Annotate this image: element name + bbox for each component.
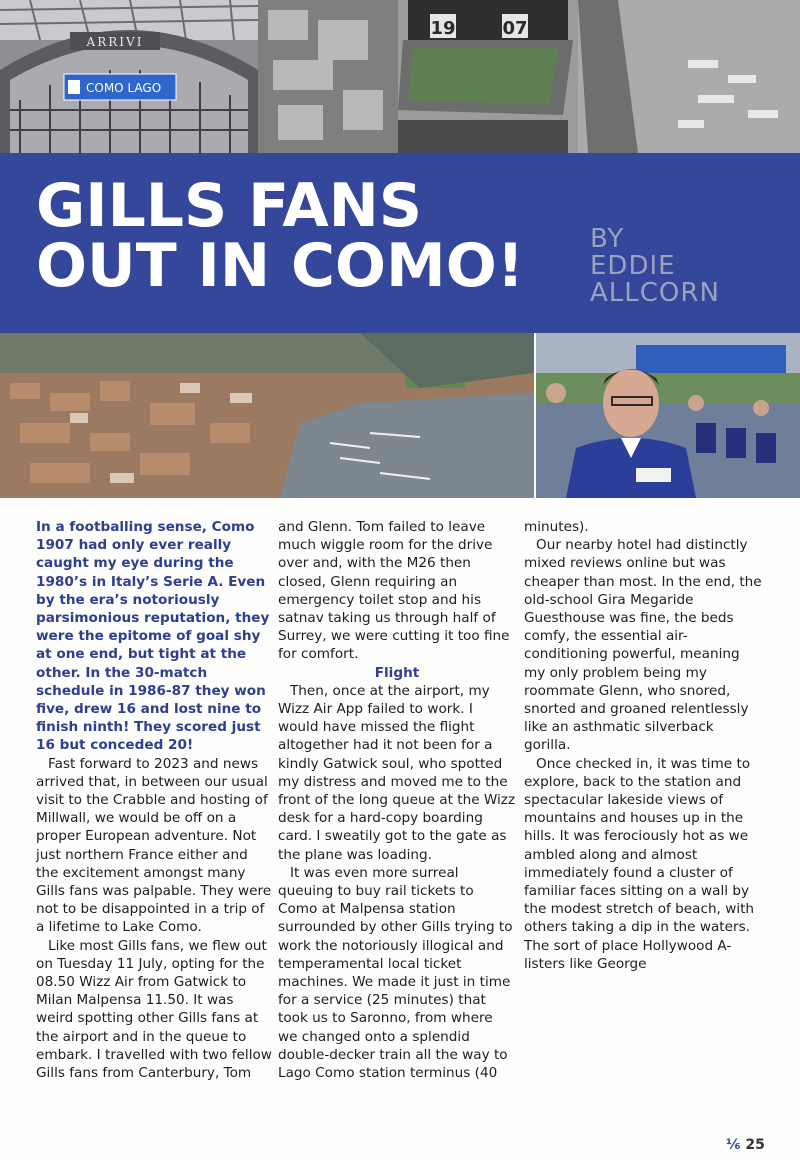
como-aerial-photo [0,333,534,498]
article-paragraph-2-continued: and Glenn. Tom failed to leave much wiggle room for the drive over and, with the M26 then closed, Glenn requiring an emergency toilet stop and his satnav taking us through half of Surrey, we were cutting it too fine for comfort. [278,519,510,663]
article-paragraph-3: Then, once at the airport, my Wizz Air App failed to work. I would have missed the flight altogether had it not been for a kindly Gatwick soul, who spotted my distress and moved me to the front of the long queue at the Wizz desk for a hard-copy boarding card. I sweatily got to the gate as the plane was loading. [278,682,516,863]
article-paragraph-4-continued: minutes). [524,519,589,535]
article-paragraph-1: Fast forward to 2023 and news arrived that, in between our usual visit to the Crabble and hosting of Millwall, we would be off on a proper European adventure. Not just northern France either and the excitement amongst many Gills fans was palpable. They were not to be disappointed in a trip of a lifetime to Lake Como. [36,755,272,936]
article-paragraph-6: Once checked in, it was time to explore, back to the station and spectacular lakeside views of mountains and houses up in the hills. It was ferociously hot as we ambled along and almost immediately found a cluster of familiar faces sitting on a wall by the modest stretch of beach, with others taking a dip in the waters. The sort of place Hollywood A-listers like George [524,755,755,972]
stadium-aerial-photo [258,0,800,153]
article-paragraph-2: Like most Gills fans, we flew out on Tuesday 11 July, opting for the 08.50 Wizz Air from Gatwick to Milan Malpensa 11.50. It was weird spotting other Gills fans at the airport and in the queue to embark. I travelled with two fellow Gills fans from Canterbury, Tom [36,937,272,1082]
byline-last-name: ALLCORN [590,278,720,308]
article-paragraph-5: Our nearby hotel had distinctly mixed reviews online but was cheaper than most. In the end, the old-school Gira Megaride Guesthouse was fine, the beds comfy, the essential air-conditioning powerful, meaning my only problem being my roommate Glenn, who snored, snorted and groaned relentlessly like an asthmatic silverback gorilla. [524,537,762,754]
fan-photo [536,333,800,498]
headline [36,171,525,301]
station-photo [0,0,258,153]
scoreboard-left: 19 [430,18,456,39]
station-sign-text: COMO LAGO [86,81,162,95]
article-paragraph-4: It was even more surreal queuing to buy rail tickets to Como at Malpensa station surrounded by other Gills trying to work the notoriously illogical and temperamental local ticket machines. We made it just in time for a service (25 minutes) that took us to Saronno, from where we changed onto a splendid double-decker train all the way to Lago Como station terminus (40 [278,864,513,1082]
headline-line-1: GILLS FANS [36,171,423,241]
station-overhead-text: ARRIVI [86,35,144,49]
byline [590,226,720,307]
page-number-value: 25 [745,1137,765,1153]
club-mark-icon: ⅙ [726,1137,741,1153]
article-lead: In a footballing sense, Como 1907 had only ever really caught my eye during the 1980’s in Italy’s Serie A. Even by the era’s notoriously parsimonious reputation, they were the epitome of goal shy at one end, but tight at the other. In the 30-match schedule in 1986-87 they won five, drew 16 and lost nine to finish ninth! They scored just 16 but conceded 20! [36,519,270,754]
headline-line-2: OUT IN COMO! [36,231,525,301]
article-column-3 [524,518,762,973]
article-column-1 [36,518,274,1082]
scoreboard-right: 07 [502,18,528,39]
article-subhead: Flight [374,664,420,681]
article-column-2 [278,518,516,1082]
byline-by: BY [590,224,625,254]
page-number [726,1137,765,1153]
byline-first-name: EDDIE [590,251,676,281]
